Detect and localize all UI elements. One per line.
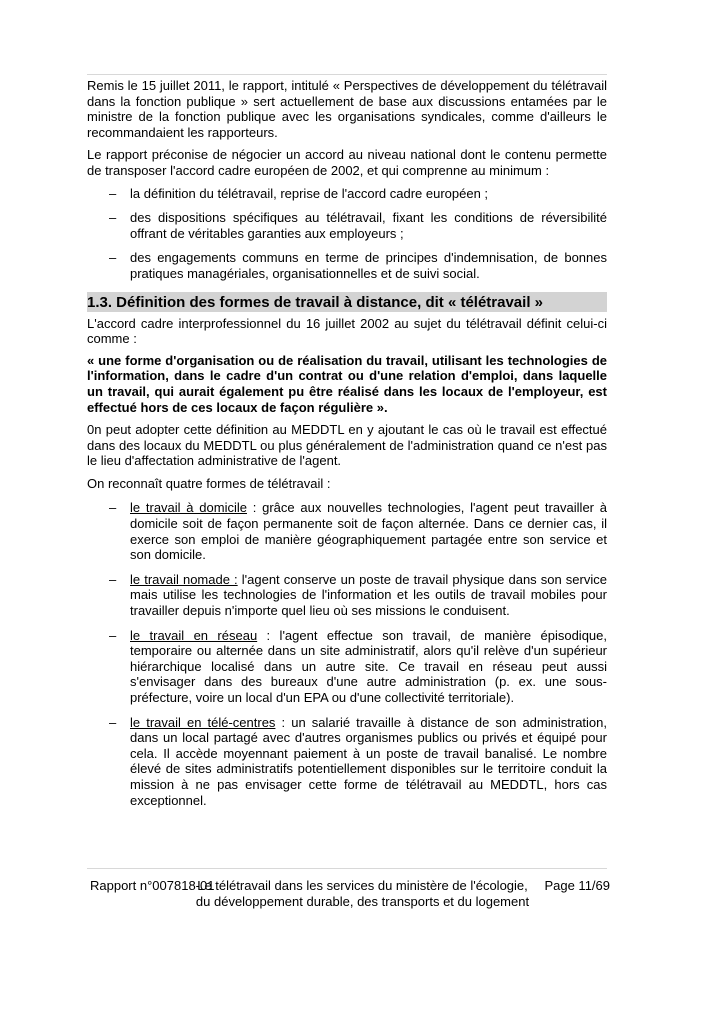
dash-bullet-icon: – (109, 627, 117, 643)
list-item: – des dispositions spécifiques au télétravail, fixant les conditions de réversibilité offrant de véritables garanties aux employeurs ; (109, 210, 607, 241)
dash-bullet-icon: – (109, 714, 117, 730)
form-description: : l'agent effectue son travail, de manière épisodique, temporaire ou alternée dans un site administratif, alors qu'il relève d'un supérieur hiérarchique localisé dans un autre site. Ce travail en réseau peut aussi s'envisager dans des bureaux d'une autre administration (p. ex. une sous-préfecture, voire un local d'un EPA ou d'une collectivité territoriale). (130, 627, 607, 705)
form-term: le travail à domicile (130, 500, 247, 516)
report-title: Le télétravail dans les services du ministère de l'écologie, du développement durable, des transports et du logement (195, 878, 530, 909)
section-heading: 1.3. Définition des formes de travail à distance, dit « télétravail » (87, 292, 607, 312)
definition-quote: « une forme d'organisation ou de réalisation du travail, utilisant les technologies de l'information, dans le cadre d'un contrat ou d'une relation d'emploi, dans laquelle un travail, qui aurait également pu être réalisé dans les locaux de l'employeur, est effectué hors de ces locaux de façon régulière ». (87, 352, 607, 415)
section-paragraph-2: 0n peut adopter cette définition au MEDDTL en y ajoutant le cas où le travail est effectué dans des locaux du MEDDTL ou plus généralement de l'administration quand ce n'est pas le lieu d'affectation administrative de l'agent. (87, 422, 607, 469)
dash-bullet-icon: – (109, 250, 117, 266)
form-term: le travail en télé-centres (130, 714, 276, 730)
intro-paragraph-2: Le rapport préconise de négocier un accord au niveau national dont le contenu permette de transposer l'accord cadre européen de 2002, et qui comprenne au minimum : (87, 147, 607, 178)
form-term: le travail en réseau (130, 627, 258, 643)
forms-list (87, 500, 607, 808)
form-description: : grâce aux nouvelles technologies, l'agent peut travailler à domicile soit de façon permanente soit de façon alternée. Dans ce dernier cas, il exerce son emploi de manière géographiquement partagée entre son service et son domicile. (130, 500, 607, 563)
intro-list (87, 186, 607, 282)
list-item (87, 572, 607, 619)
section-paragraph-1: L'accord cadre interprofessionnel du 16 juillet 2002 au sujet du télétravail définit celui-ci comme : (87, 315, 607, 347)
intro-paragraph-1: Remis le 15 juillet 2011, le rapport, intitulé « Perspectives de développement du télétravail dans la fonction publique » sert actuellement de base aux discussions entamées par le ministre de la fonction publique avec les organisations syndicales, comme d'ailleurs le recommandaient les rapporteurs. (87, 78, 607, 140)
list-item (87, 715, 607, 809)
dash-bullet-icon: – (109, 185, 117, 201)
form-description: l'agent conserve un poste de travail physique dans son service mais utilise les technologies de l'information et les outils de travail mobiles pour travailler depuis n'importe quel lieu où ses missions le conduisent. (130, 571, 607, 619)
footer-rule (87, 868, 607, 869)
form-term: le travail nomade : (130, 571, 238, 587)
list-item (87, 628, 607, 706)
dash-bullet-icon: – (109, 500, 117, 516)
list-item: – la définition du télétravail, reprise de l'accord cadre européen ; (109, 185, 489, 201)
page-number: Page 11/69 (544, 878, 610, 893)
header-rule (87, 74, 607, 75)
section-paragraph-3: On reconnaît quatre formes de télétravail : (87, 475, 331, 491)
list-item: – des engagements communs en terme de principes d'indemnisation, de bonnes pratiques managériales, organisationnelles et de suivi social. (109, 250, 607, 281)
dash-bullet-icon: – (109, 210, 117, 226)
dash-bullet-icon: – (109, 571, 117, 587)
report-number: Rapport n°007818-01 (90, 878, 215, 893)
list-item (87, 500, 607, 562)
page-body (87, 78, 607, 817)
form-description: : un salarié travaille à distance de son administration, dans un local partagé avec d'autres organismes publics ou privés et équipé pour cela. Il accède moyennant paiement à un poste de travail banalisé. Le nombre élevé de sites administratifs potentiellement disponibles sur le territoire conduit la mission à ne pas envisager cette forme de télétravail au MEDDTL, hors cas exceptionnel. (130, 714, 607, 808)
